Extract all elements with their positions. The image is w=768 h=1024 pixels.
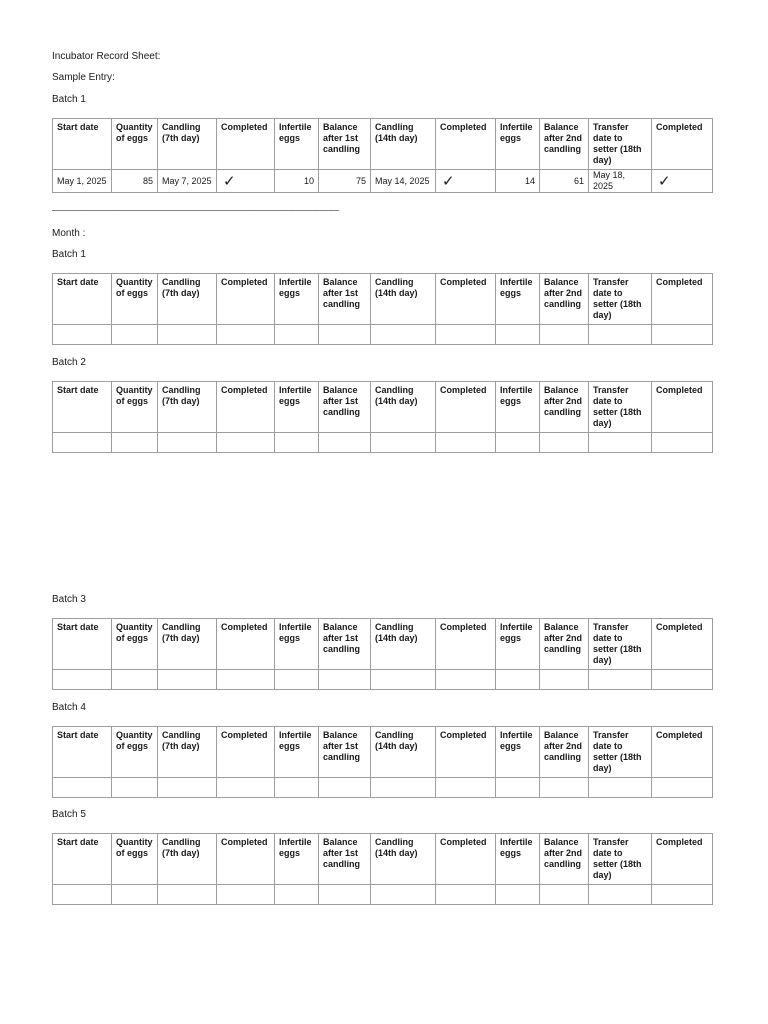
header-quantity: Quantity of eggs bbox=[112, 619, 158, 670]
header-infertile: Infertile eggs bbox=[275, 619, 319, 670]
entry-cell[interactable] bbox=[652, 433, 713, 453]
header-row bbox=[53, 834, 713, 885]
header-quantity: Quantity of eggs bbox=[112, 834, 158, 885]
entry-cell[interactable] bbox=[496, 433, 540, 453]
entry-cell[interactable] bbox=[436, 885, 496, 905]
entry-cell[interactable] bbox=[371, 885, 436, 905]
header-infertile: Infertile eggs bbox=[275, 727, 319, 778]
entry-cell[interactable] bbox=[496, 778, 540, 798]
header-completed: Completed bbox=[652, 119, 713, 170]
header-completed: Completed bbox=[436, 119, 496, 170]
header-completed: Completed bbox=[436, 834, 496, 885]
entry-cell[interactable] bbox=[589, 670, 652, 690]
batch-table bbox=[52, 273, 713, 345]
cell-start-date: May 1, 2025 bbox=[53, 170, 112, 193]
header-completed: Completed bbox=[436, 619, 496, 670]
cell-infertile-1: 10 bbox=[275, 170, 319, 193]
cell-transfer-date: May 18, 2025 bbox=[589, 170, 652, 193]
batch-label: Batch 3 bbox=[52, 594, 86, 605]
entry-cell[interactable] bbox=[319, 778, 371, 798]
entry-cell[interactable] bbox=[652, 778, 713, 798]
entry-cell[interactable] bbox=[112, 433, 158, 453]
header-infertile: Infertile eggs bbox=[496, 619, 540, 670]
entry-cell[interactable] bbox=[540, 670, 589, 690]
header-infertile: Infertile eggs bbox=[496, 382, 540, 433]
entry-cell[interactable] bbox=[496, 325, 540, 345]
header-candling-14: Candling (14th day) bbox=[371, 834, 436, 885]
entry-cell[interactable] bbox=[112, 885, 158, 905]
header-transfer-date: Transfer date to setter (18th day) bbox=[589, 274, 652, 325]
entry-cell[interactable] bbox=[540, 433, 589, 453]
entry-cell[interactable] bbox=[436, 325, 496, 345]
header-balance-1: Balance after 1st candling bbox=[319, 382, 371, 433]
header-infertile: Infertile eggs bbox=[496, 274, 540, 325]
header-completed: Completed bbox=[652, 382, 713, 433]
entry-cell[interactable] bbox=[652, 670, 713, 690]
batch-table bbox=[52, 833, 713, 905]
sample-row bbox=[53, 170, 713, 193]
entry-cell[interactable] bbox=[540, 325, 589, 345]
entry-cell[interactable] bbox=[540, 885, 589, 905]
header-completed: Completed bbox=[436, 727, 496, 778]
entry-cell[interactable] bbox=[589, 325, 652, 345]
header-balance-1: Balance after 1st candling bbox=[319, 119, 371, 170]
cell-balance-1: 75 bbox=[319, 170, 371, 193]
header-balance-1: Balance after 1st candling bbox=[319, 619, 371, 670]
entry-cell[interactable] bbox=[589, 885, 652, 905]
header-candling-7: Candling (7th day) bbox=[158, 119, 217, 170]
batch-table bbox=[52, 618, 713, 690]
sample-table bbox=[52, 118, 713, 193]
header-completed: Completed bbox=[652, 274, 713, 325]
header-infertile: Infertile eggs bbox=[275, 382, 319, 433]
header-balance-2: Balance after 2nd candling bbox=[540, 382, 589, 433]
entry-cell[interactable] bbox=[589, 778, 652, 798]
header-completed: Completed bbox=[436, 382, 496, 433]
entry-cell[interactable] bbox=[436, 670, 496, 690]
entry-cell[interactable] bbox=[158, 885, 217, 905]
header-infertile: Infertile eggs bbox=[275, 274, 319, 325]
header-balance-2: Balance after 2nd candling bbox=[540, 619, 589, 670]
entry-cell[interactable] bbox=[319, 325, 371, 345]
entry-cell[interactable] bbox=[217, 778, 275, 798]
header-quantity: Quantity of eggs bbox=[112, 727, 158, 778]
entry-row bbox=[53, 325, 713, 345]
checkmark-icon: ✓ bbox=[652, 170, 713, 193]
header-completed: Completed bbox=[217, 834, 275, 885]
header-completed: Completed bbox=[652, 727, 713, 778]
sheet-title: Incubator Record Sheet: bbox=[52, 51, 161, 62]
entry-cell[interactable] bbox=[53, 778, 112, 798]
header-completed: Completed bbox=[217, 274, 275, 325]
entry-cell[interactable] bbox=[371, 325, 436, 345]
header-completed: Completed bbox=[652, 619, 713, 670]
header-infertile: Infertile eggs bbox=[275, 119, 319, 170]
entry-cell[interactable] bbox=[53, 670, 112, 690]
entry-cell[interactable] bbox=[319, 433, 371, 453]
batch-label: Batch 1 bbox=[52, 249, 86, 260]
entry-cell[interactable] bbox=[112, 670, 158, 690]
header-start-date: Start date bbox=[53, 382, 112, 433]
header-completed: Completed bbox=[217, 727, 275, 778]
header-infertile: Infertile eggs bbox=[275, 834, 319, 885]
batch-table bbox=[52, 381, 713, 453]
header-start-date: Start date bbox=[53, 274, 112, 325]
header-completed: Completed bbox=[217, 619, 275, 670]
entry-cell[interactable] bbox=[436, 778, 496, 798]
header-completed: Completed bbox=[217, 382, 275, 433]
entry-row bbox=[53, 670, 713, 690]
cell-balance-2: 61 bbox=[540, 170, 589, 193]
entry-cell[interactable] bbox=[217, 885, 275, 905]
entry-cell[interactable] bbox=[53, 885, 112, 905]
sample-entry-label: Sample Entry: bbox=[52, 72, 115, 83]
header-start-date: Start date bbox=[53, 727, 112, 778]
entry-cell[interactable] bbox=[371, 670, 436, 690]
batch-table bbox=[52, 726, 713, 798]
entry-cell[interactable] bbox=[158, 433, 217, 453]
entry-cell[interactable] bbox=[540, 778, 589, 798]
header-balance-2: Balance after 2nd candling bbox=[540, 727, 589, 778]
entry-cell[interactable] bbox=[112, 778, 158, 798]
entry-cell[interactable] bbox=[319, 670, 371, 690]
header-row bbox=[53, 274, 713, 325]
batch-label: Batch 5 bbox=[52, 809, 86, 820]
batch-label: Batch 2 bbox=[52, 357, 86, 368]
header-completed: Completed bbox=[652, 834, 713, 885]
header-infertile: Infertile eggs bbox=[496, 119, 540, 170]
header-quantity: Quantity of eggs bbox=[112, 382, 158, 433]
entry-cell[interactable] bbox=[158, 325, 217, 345]
header-transfer-date: Transfer date to setter (18th day) bbox=[589, 727, 652, 778]
header-balance-2: Balance after 2nd candling bbox=[540, 119, 589, 170]
header-balance-1: Balance after 1st candling bbox=[319, 727, 371, 778]
entry-cell[interactable] bbox=[496, 885, 540, 905]
checkmark-icon: ✓ bbox=[217, 170, 275, 193]
entry-cell[interactable] bbox=[275, 670, 319, 690]
entry-row bbox=[53, 885, 713, 905]
header-infertile: Infertile eggs bbox=[496, 834, 540, 885]
cell-candling-14: May 14, 2025 bbox=[371, 170, 436, 193]
cell-candling-7: May 7, 2025 bbox=[158, 170, 217, 193]
entry-cell[interactable] bbox=[275, 325, 319, 345]
entry-cell[interactable] bbox=[652, 325, 713, 345]
cell-infertile-2: 14 bbox=[496, 170, 540, 193]
entry-cell[interactable] bbox=[371, 433, 436, 453]
header-candling-7: Candling (7th day) bbox=[158, 619, 217, 670]
header-infertile: Infertile eggs bbox=[496, 727, 540, 778]
entry-cell[interactable] bbox=[112, 325, 158, 345]
entry-cell[interactable] bbox=[371, 778, 436, 798]
checkmark-icon: ✓ bbox=[436, 170, 496, 193]
header-candling-14: Candling (14th day) bbox=[371, 382, 436, 433]
header-row bbox=[53, 382, 713, 433]
entry-cell[interactable] bbox=[319, 885, 371, 905]
header-row bbox=[53, 727, 713, 778]
header-row bbox=[53, 119, 713, 170]
entry-cell[interactable] bbox=[217, 325, 275, 345]
header-transfer-date: Transfer date to setter (18th day) bbox=[589, 619, 652, 670]
entry-cell[interactable] bbox=[158, 670, 217, 690]
section-divider: ––––––––––––––––––––––––––––––––––––––––––––––––––––– bbox=[52, 206, 340, 216]
entry-cell[interactable] bbox=[53, 433, 112, 453]
header-candling-14: Candling (14th day) bbox=[371, 619, 436, 670]
header-transfer-date: Transfer date to setter (18th day) bbox=[589, 119, 652, 170]
entry-cell[interactable] bbox=[53, 325, 112, 345]
header-start-date: Start date bbox=[53, 119, 112, 170]
entry-cell[interactable] bbox=[436, 433, 496, 453]
header-completed: Completed bbox=[217, 119, 275, 170]
header-start-date: Start date bbox=[53, 834, 112, 885]
header-transfer-date: Transfer date to setter (18th day) bbox=[589, 382, 652, 433]
header-candling-14: Candling (14th day) bbox=[371, 274, 436, 325]
header-completed: Completed bbox=[436, 274, 496, 325]
entry-cell[interactable] bbox=[158, 778, 217, 798]
entry-cell[interactable] bbox=[652, 885, 713, 905]
entry-cell[interactable] bbox=[217, 433, 275, 453]
sample-batch-label: Batch 1 bbox=[52, 94, 86, 105]
entry-cell[interactable] bbox=[217, 670, 275, 690]
header-start-date: Start date bbox=[53, 619, 112, 670]
header-candling-7: Candling (7th day) bbox=[158, 834, 217, 885]
header-transfer-date: Transfer date to setter (18th day) bbox=[589, 834, 652, 885]
header-balance-1: Balance after 1st candling bbox=[319, 274, 371, 325]
header-balance-2: Balance after 2nd candling bbox=[540, 274, 589, 325]
month-label: Month : bbox=[52, 228, 86, 239]
header-candling-7: Candling (7th day) bbox=[158, 727, 217, 778]
entry-cell[interactable] bbox=[275, 885, 319, 905]
batch-label: Batch 4 bbox=[52, 702, 86, 713]
cell-quantity: 85 bbox=[112, 170, 158, 193]
header-balance-1: Balance after 1st candling bbox=[319, 834, 371, 885]
entry-cell[interactable] bbox=[275, 778, 319, 798]
header-quantity: Quantity of eggs bbox=[112, 119, 158, 170]
entry-cell[interactable] bbox=[496, 670, 540, 690]
header-candling-7: Candling (7th day) bbox=[158, 382, 217, 433]
entry-cell[interactable] bbox=[589, 433, 652, 453]
entry-cell[interactable] bbox=[275, 433, 319, 453]
header-candling-14: Candling (14th day) bbox=[371, 727, 436, 778]
entry-row bbox=[53, 778, 713, 798]
entry-row bbox=[53, 433, 713, 453]
header-balance-2: Balance after 2nd candling bbox=[540, 834, 589, 885]
header-quantity: Quantity of eggs bbox=[112, 274, 158, 325]
header-row bbox=[53, 619, 713, 670]
header-candling-7: Candling (7th day) bbox=[158, 274, 217, 325]
header-candling-14: Candling (14th day) bbox=[371, 119, 436, 170]
